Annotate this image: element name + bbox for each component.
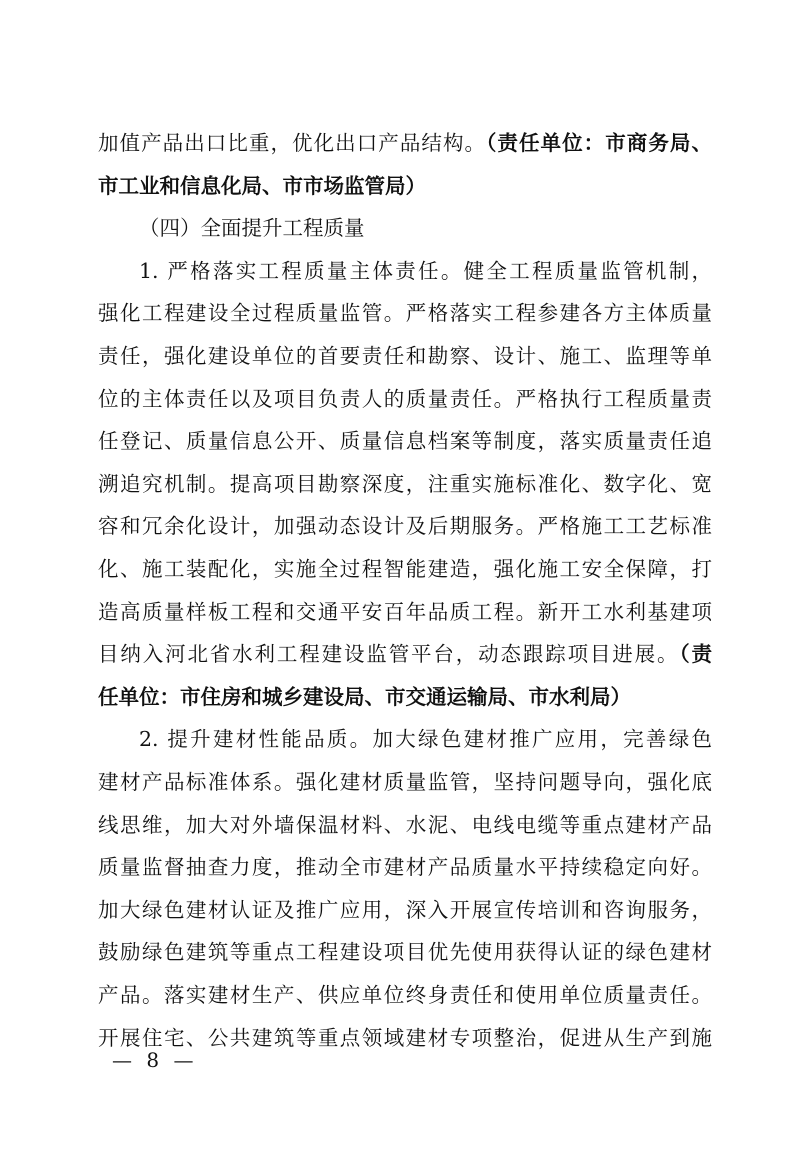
text-line: [98, 852, 712, 882]
text-line: [98, 341, 712, 371]
responsibility-text: （责: [679, 642, 712, 667]
paragraph-text: 鼓励绿色建筑等重点工程建设项目优先使用获得认证的绿色建材: [98, 940, 712, 965]
text-line: [98, 980, 712, 1010]
paragraph-text: 责任，强化建设单位的首要责任和勘察、设计、施工、监理等单: [98, 344, 712, 368]
text-line: [98, 937, 712, 967]
text-line: [98, 171, 712, 201]
text-line: [98, 426, 712, 456]
section-heading: （四）全面提升工程质量: [139, 216, 365, 241]
text-line: [98, 639, 712, 669]
responsibility-text: 任单位：市住房和城乡建设局、市交通运输局、市水利局）: [98, 684, 631, 709]
paragraph-text: 质量监督抽查力度，推动全市建材产品质量水平持续稳定向好。: [98, 855, 712, 880]
paragraph-text: 位的主体责任以及项目负责人的质量责任。严格执行工程质量责: [98, 386, 712, 411]
paragraph-text: 加值产品出口比重，优化出口产品结构。: [98, 131, 487, 155]
paragraph-text: 任登记、质量信息公开、质量信息档案等制度，落实质量责任追: [98, 429, 712, 454]
paragraph-text: 容和冗余化设计，加强动态设计及后期服务。严格施工工艺标准: [98, 514, 712, 539]
text-line: [98, 682, 712, 712]
paragraph-text: 建材产品标准体系。强化建材质量监管，坚持问题导向，强化底: [98, 770, 712, 794]
text-line: [98, 597, 712, 627]
paragraph-text: 化、施工装配化，实施全过程智能建造，强化施工安全保障，打: [98, 557, 712, 581]
text-line: [98, 810, 712, 840]
text-line: [139, 724, 712, 754]
paragraph-text: 产品。落实建材生产、供应单位终身责任和使用单位质量责任。: [98, 983, 712, 1007]
paragraph-text: 1. 严格落实工程质量主体责任。健全工程质量监管机制，: [139, 258, 712, 283]
responsibility-text: （责任单位：市商务局、: [486, 131, 712, 155]
paragraph-text: 线思维，加大对外墙保温材料、水泥、电线电缆等重点建材产品: [98, 812, 712, 837]
text-line: [98, 895, 712, 925]
text-line: [98, 384, 712, 414]
text-line: [139, 213, 712, 243]
text-line: [98, 767, 712, 797]
text-line: [98, 554, 712, 584]
paragraph-text: 加大绿色建材认证及推广应用，深入开展宣传培训和咨询服务，: [98, 897, 712, 922]
responsibility-text: 市工业和信息化局、市市场监管局）: [98, 173, 426, 198]
text-line: [98, 128, 712, 158]
text-line: [139, 256, 712, 286]
paragraph-text: 造高质量样板工程和交通平安百年品质工程。新开工水利基建项: [98, 599, 712, 624]
paragraph-text: 目纳入河北省水利工程建设监管平台，动态跟踪项目进展。: [98, 642, 680, 667]
paragraph-text: 2. 提升建材性能品质。加大绿色建材推广应用，完善绿色: [139, 727, 712, 752]
text-line: [98, 469, 712, 499]
paragraph-text: 开展住宅、公共建筑等重点领域建材专项整治，促进从生产到施: [98, 1025, 712, 1050]
page-number: — 8 —: [112, 1048, 198, 1072]
paragraph-text: 溯追究机制。提高项目勘察深度，注重实施标准化、数字化、宽: [98, 471, 712, 496]
paragraph-text: 强化工程建设全过程质量监管。严格落实工程参建各方主体质量: [98, 301, 712, 326]
text-line: [98, 511, 712, 541]
text-line: [98, 298, 712, 328]
